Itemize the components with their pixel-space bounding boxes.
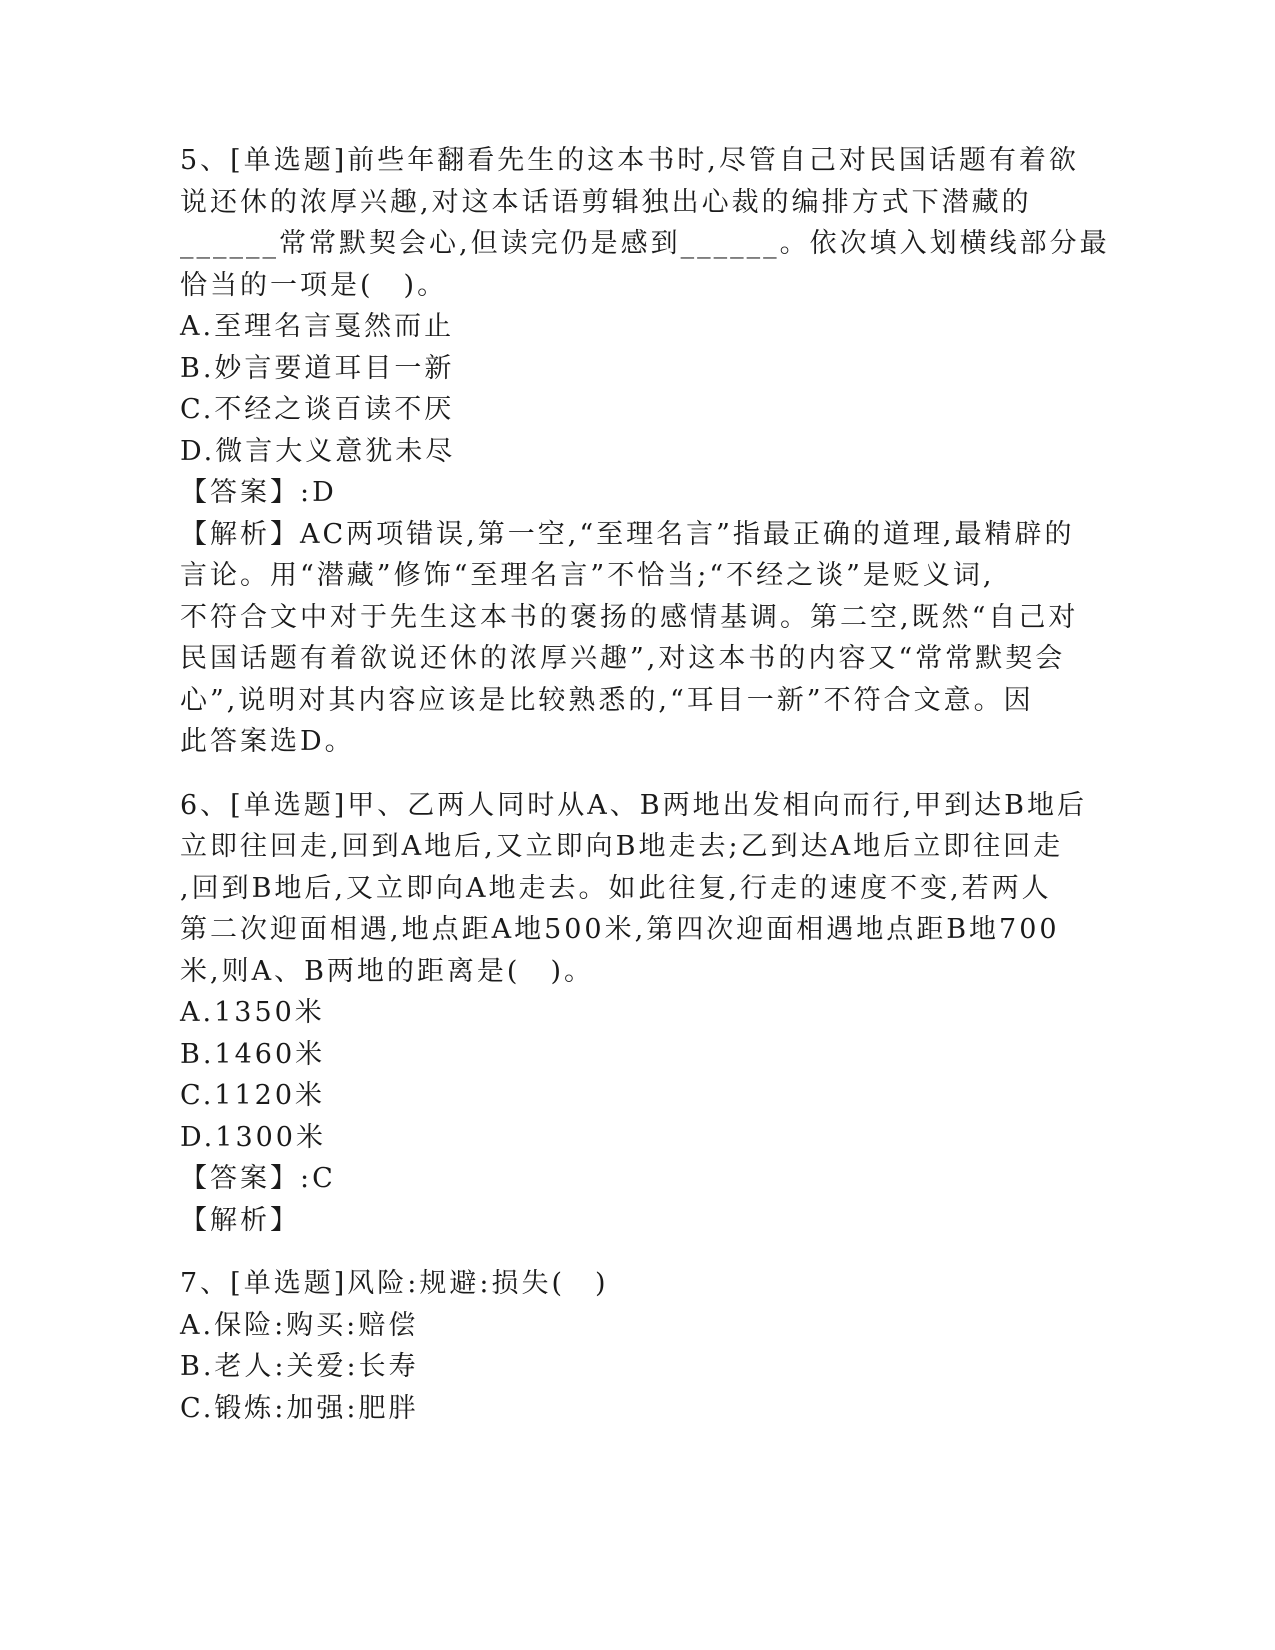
analysis-line: 【解析】AC两项错误,第一空,“至理名言”指最正确的道理,最精辟的 xyxy=(180,518,1075,550)
document-page xyxy=(180,140,1110,1451)
option-d: D.微言大义意犹未尽 xyxy=(180,435,456,467)
question-stem-line: 米,则A、B两地的距离是( )。 xyxy=(180,955,594,987)
question-stem-line: ,回到B地后,又立即向A地走去。如此往复,行走的速度不变,若两人 xyxy=(180,872,1052,904)
option-b: B.1460米 xyxy=(180,1038,326,1070)
analysis-line: 言论。用“潜藏”修饰“至理名言”不恰当;“不经之谈”是贬义词, xyxy=(180,560,995,591)
option-a: A.至理名言戛然而止 xyxy=(180,311,455,342)
option-c: C.1120米 xyxy=(180,1080,325,1111)
option-a: A.1350米 xyxy=(180,997,325,1028)
question-stem-line: ______常常默契会心,但读完仍是感到______。依次填入划横线部分最 xyxy=(180,228,1110,259)
question-stem-line: 7、[单选题]风险:规避:损失( ) xyxy=(180,1268,609,1299)
analysis-line: 心”,说明对其内容应该是比较熟悉的,“耳目一新”不符合文意。因 xyxy=(180,684,1034,716)
analysis-line: 民国话题有着欲说还休的浓厚兴趣”,对这本书的内容又“常常默契会 xyxy=(180,643,1066,674)
answer-line: 【答案】:C xyxy=(180,1163,336,1194)
question-stem-line: 说还休的浓厚兴趣,对这本话语剪辑独出心裁的编排方式下潜藏的 xyxy=(180,186,1032,218)
question-stem-line: 5、[单选题]前些年翻看先生的这本书时,尽管自己对民国话题有着欲 xyxy=(180,145,1079,176)
question-stem-line: 第二次迎面相遇,地点距A地500米,第四次迎面相遇地点距B地700 xyxy=(180,914,1060,945)
option-b: B.老人:关爱:长寿 xyxy=(180,1351,419,1382)
analysis-line: 不符合文中对于先生这本书的褒扬的感情基调。第二空,既然“自己对 xyxy=(180,601,1079,633)
question-stem-line: 恰当的一项是( )。 xyxy=(180,269,448,301)
option-c: C.锻炼:加强:肥胖 xyxy=(180,1392,419,1424)
question-stem-line: 立即往回走,回到A地后,又立即向B地走去;乙到达A地后立即往回走 xyxy=(180,831,1064,862)
option-b: B.妙言要道耳目一新 xyxy=(180,352,455,384)
question-7 xyxy=(180,1263,1040,1429)
option-d: D.1300米 xyxy=(180,1121,326,1153)
option-a: A.保险:购买:赔偿 xyxy=(180,1309,419,1341)
question-6 xyxy=(180,785,1088,1242)
option-c: C.不经之谈百读不厌 xyxy=(180,394,455,425)
analysis-line: 【解析】 xyxy=(180,1204,300,1236)
question-stem-line: 6、[单选题]甲、乙两人同时从A、B两地出发相向而行,甲到达B地后 xyxy=(180,789,1088,821)
analysis-line: 此答案选D。 xyxy=(180,726,355,757)
answer-line: 【答案】:D xyxy=(180,477,337,508)
question-5 xyxy=(180,140,1110,763)
